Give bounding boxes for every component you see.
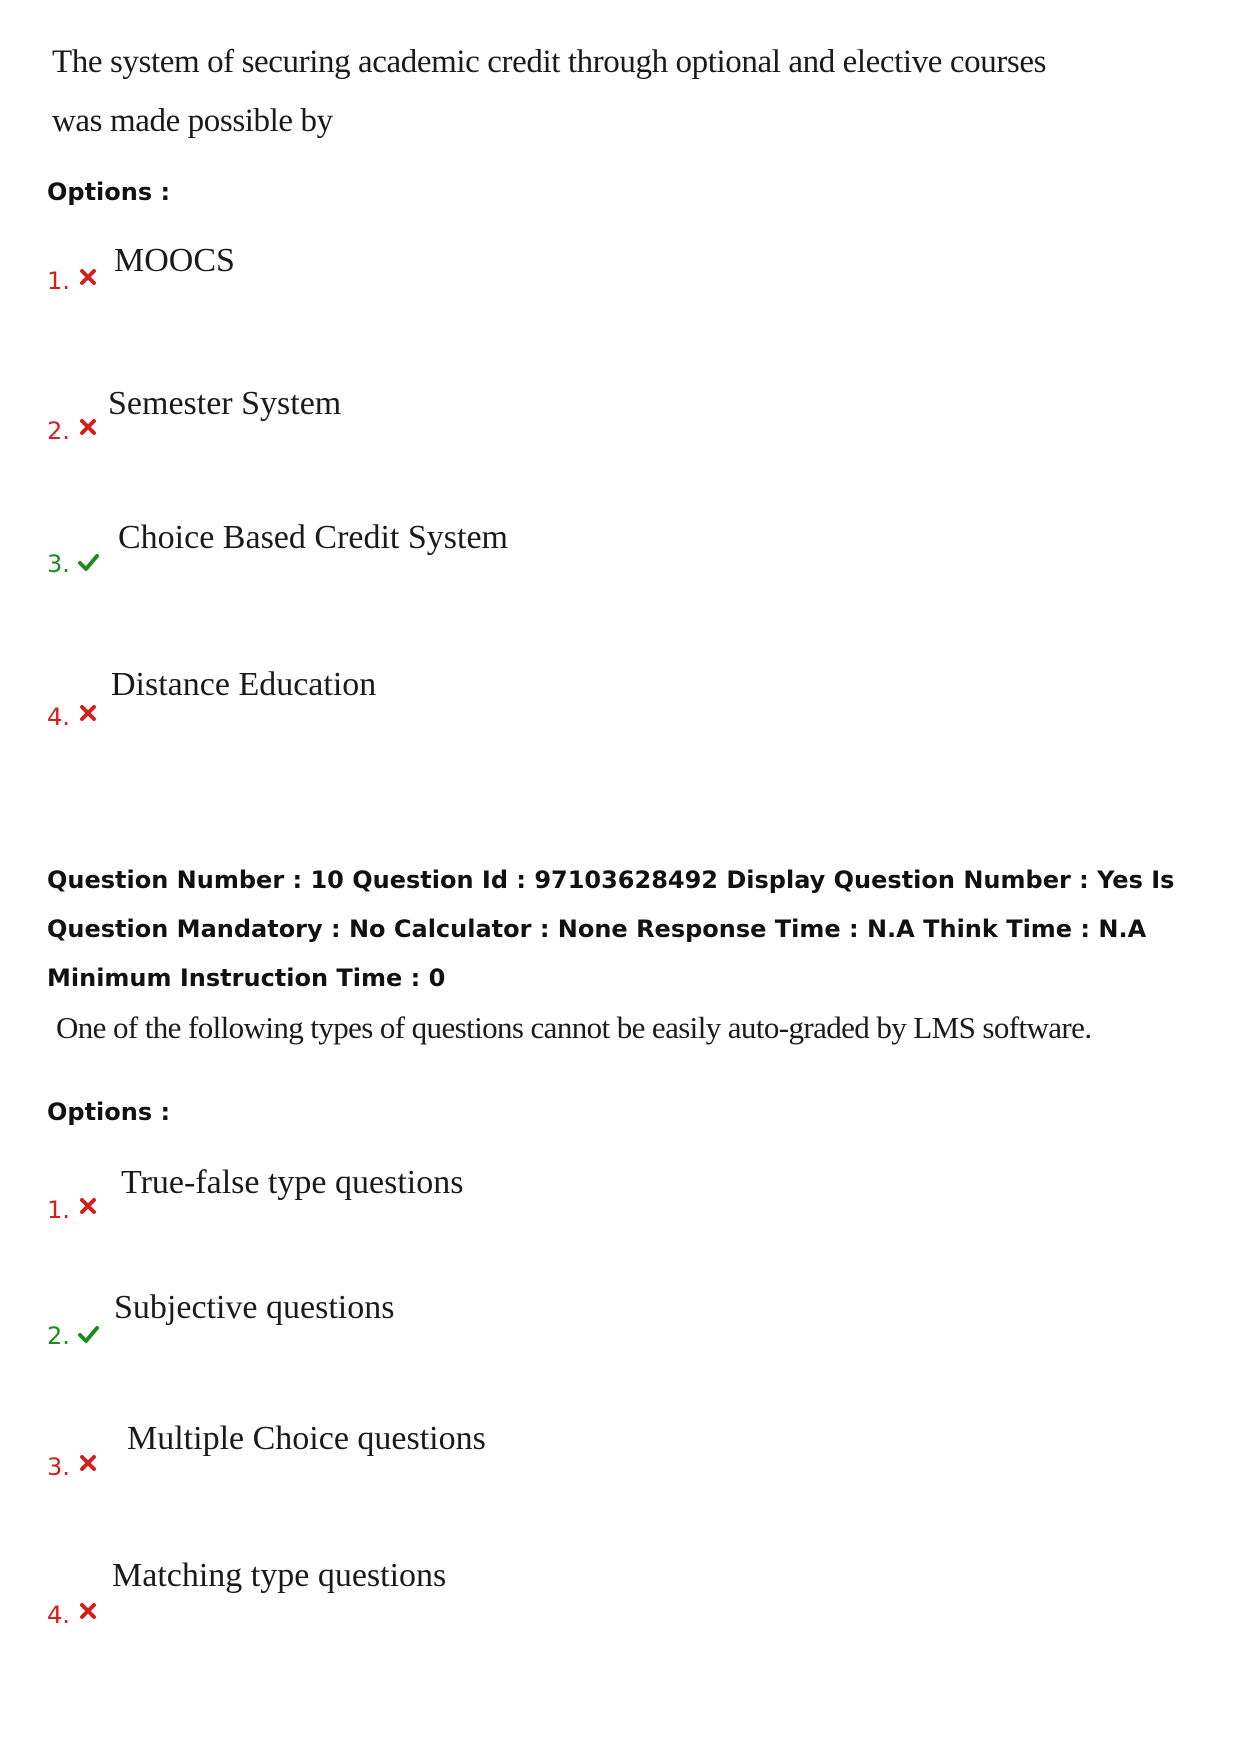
option-number: 2.: [47, 417, 70, 445]
question-9-text-line-1: The system of securing academic credit through optional and elective courses: [52, 44, 1047, 80]
option-number: 3.: [47, 1453, 70, 1481]
option-number: 4.: [47, 1601, 70, 1629]
question-10-options-label: Options :: [47, 1098, 171, 1126]
cross-icon: [77, 1452, 99, 1474]
cross-icon: [77, 266, 99, 288]
option-text: Semester System: [108, 385, 342, 422]
option-text: MOOCS: [114, 242, 235, 279]
question-10-option-3: [47, 1420, 947, 1504]
option-text: Subjective questions: [114, 1289, 395, 1326]
cross-icon: [77, 702, 99, 724]
option-number: 1.: [47, 1196, 70, 1224]
question-10-metadata: Question Number : 10 Question Id : 97103628492 Display Question Number : Yes Is Question Mandatory : No Calculator : None Response Time : N.A Think Time : N.A Minimum Instruction Time : 0: [47, 866, 1175, 992]
question-10-text: One of the following types of questions cannot be easily auto-graded by LMS software.: [56, 1010, 1092, 1045]
question-9-options-label: Options :: [47, 178, 171, 206]
option-number: 2.: [47, 1322, 70, 1350]
question-10-option-2: [47, 1289, 947, 1373]
question-9-text-line-2: was made possible by: [52, 103, 333, 139]
option-text: Multiple Choice questions: [127, 1420, 486, 1457]
check-icon: [77, 551, 99, 573]
option-text: Choice Based Credit System: [118, 519, 509, 556]
question-10-option-4: [47, 1557, 947, 1652]
option-number: 4.: [47, 703, 70, 731]
option-text: True-false type questions: [121, 1164, 464, 1201]
cross-icon: [77, 1195, 99, 1217]
option-text: Matching type questions: [112, 1557, 447, 1594]
cross-icon: [77, 416, 99, 438]
check-icon: [77, 1323, 99, 1345]
option-number: 3.: [47, 550, 70, 578]
option-number: 1.: [47, 267, 70, 295]
question-10-option-1: [47, 1164, 947, 1247]
question-9-option-3: [47, 519, 947, 601]
question-9-option-4: [47, 666, 947, 754]
cross-icon: [77, 1600, 99, 1622]
question-9-option-1: [47, 242, 947, 318]
question-9-option-2: [47, 385, 947, 468]
option-text: Distance Education: [111, 666, 377, 703]
